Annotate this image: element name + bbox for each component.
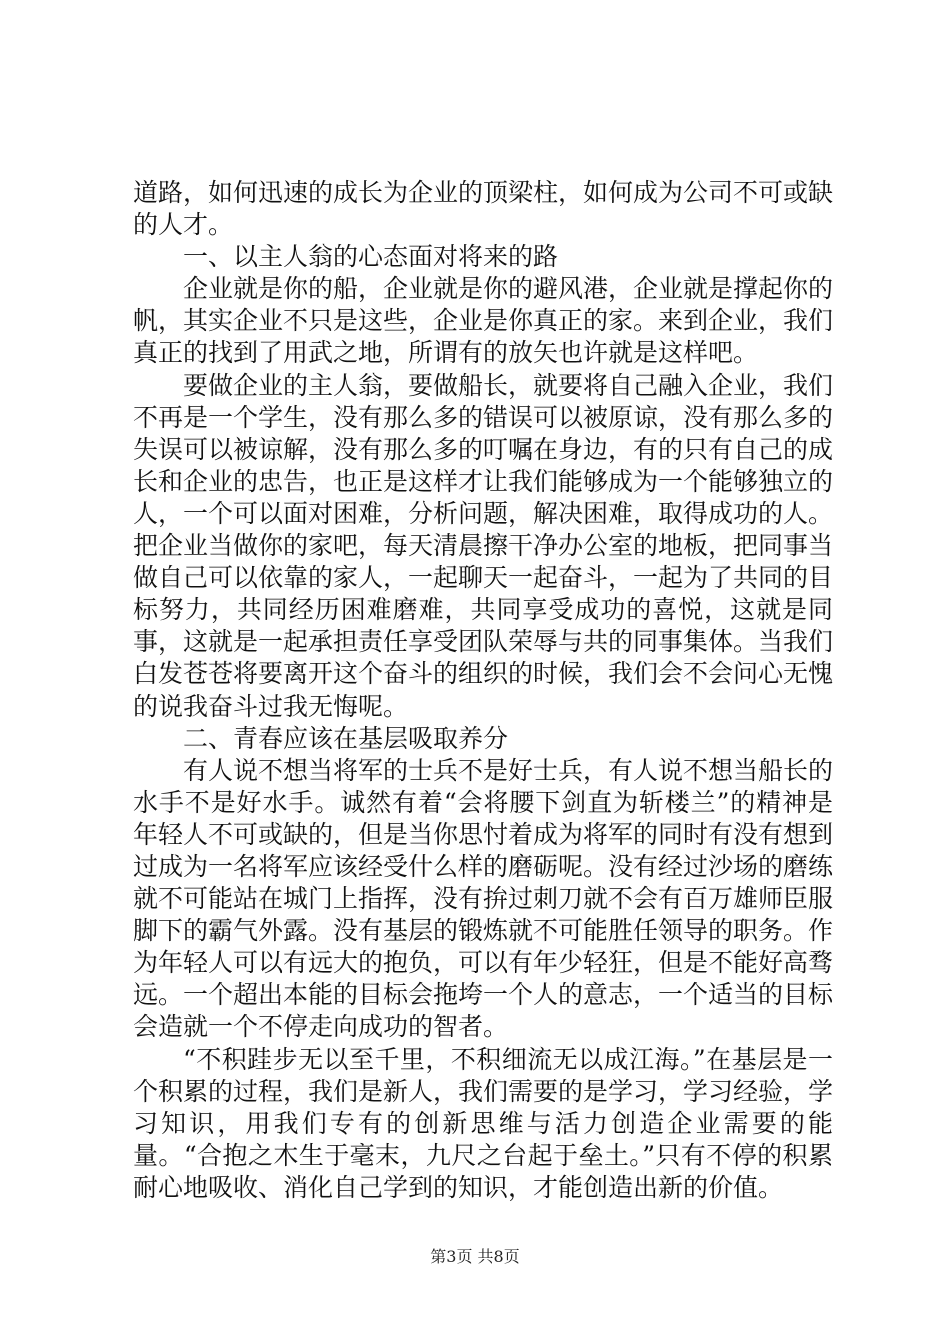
paragraph-soldier-general: 有人说不想当将军的士兵不是好士兵，有人说不想当船长的水手不是好水手。诚然有着“会将腰下剑直为斩楼兰”的精神是年轻人不可或缺的，但是当你思忖着成为将军的同时有没有想到过成为一名将军应该经受什么样的磨砺呢。没有经过沙场的磨练就不可能站在城门上指挥，没有拚过刺刀就不会有百万雄师臣服脚下的霸气外露。没有基层的锻炼就不可能胜任领导的职务。作为年轻人可以有远大的抱负，可以有年少轻狂，但是不能好高骛远。一个超出本能的目标会拖垮一个人的意志，一个适当的目标会造就一个不停走向成功的智者。 — [133, 755, 834, 1042]
paragraph-accumulation: “不积跬步无以至千里，不积细流无以成江海。”在基层是一个积累的过程，我们是新人，我们需要的是学习，学习经验，学习知识，用我们专有的创新思维与活力创造企业需要的能量。“合抱之木生于毫末，九尺之台起于垒土。”只有不停的积累耐心地吸收、消化自己学到的知识，才能创造出新的价值。 — [133, 1044, 834, 1202]
section-heading-grassroots: 二、青春应该在基层吸取养分 — [183, 723, 509, 753]
document-body — [133, 177, 833, 1204]
paragraph-enterprise-ship: 企业就是你的船，企业就是你的避风港，企业就是撑起你的帆，其实企业不只是这些，企业是你真正的家。来到企业，我们真正的找到了用武之地，所谓有的放矢也许就是这样吧。 — [133, 274, 834, 368]
paragraph-be-owner: 要做企业的主人翁，要做船长，就要将自己融入企业，我们不再是一个学生，没有那么多的错误可以被原谅，没有那么多的失误可以被谅解，没有那么多的叮嘱在身边，有的只有自己的成长和企业的忠告，也正是这样才让我们能够成为一个能够独立的人，一个可以面对困难，分析问题，解决困难，取得成功的人。把企业当做你的家吧，每天清晨擦干净办公室的地板，把同事当做自己可以依靠的家人，一起聊天一起奋斗，一起为了共同的目标努力，共同经历困难磨难，共同享受成功的喜悦，这就是同事，这就是一起承担责任享受团队荣辱与共的同事集体。当我们白发苍苍将要离开这个奋斗的组织的时候，我们会不会问心无愧的说我奋斗过我无悔呢。 — [133, 370, 834, 721]
page-number-footer: 第3页 共8页 — [430, 1247, 520, 1266]
continuation-paragraph: 道路，如何迅速的成长为企业的顶梁柱，如何成为公司不可或缺的人才。 — [133, 178, 834, 240]
section-heading-owner-mindset: 一、以主人翁的心态面对将来的路 — [183, 242, 559, 272]
